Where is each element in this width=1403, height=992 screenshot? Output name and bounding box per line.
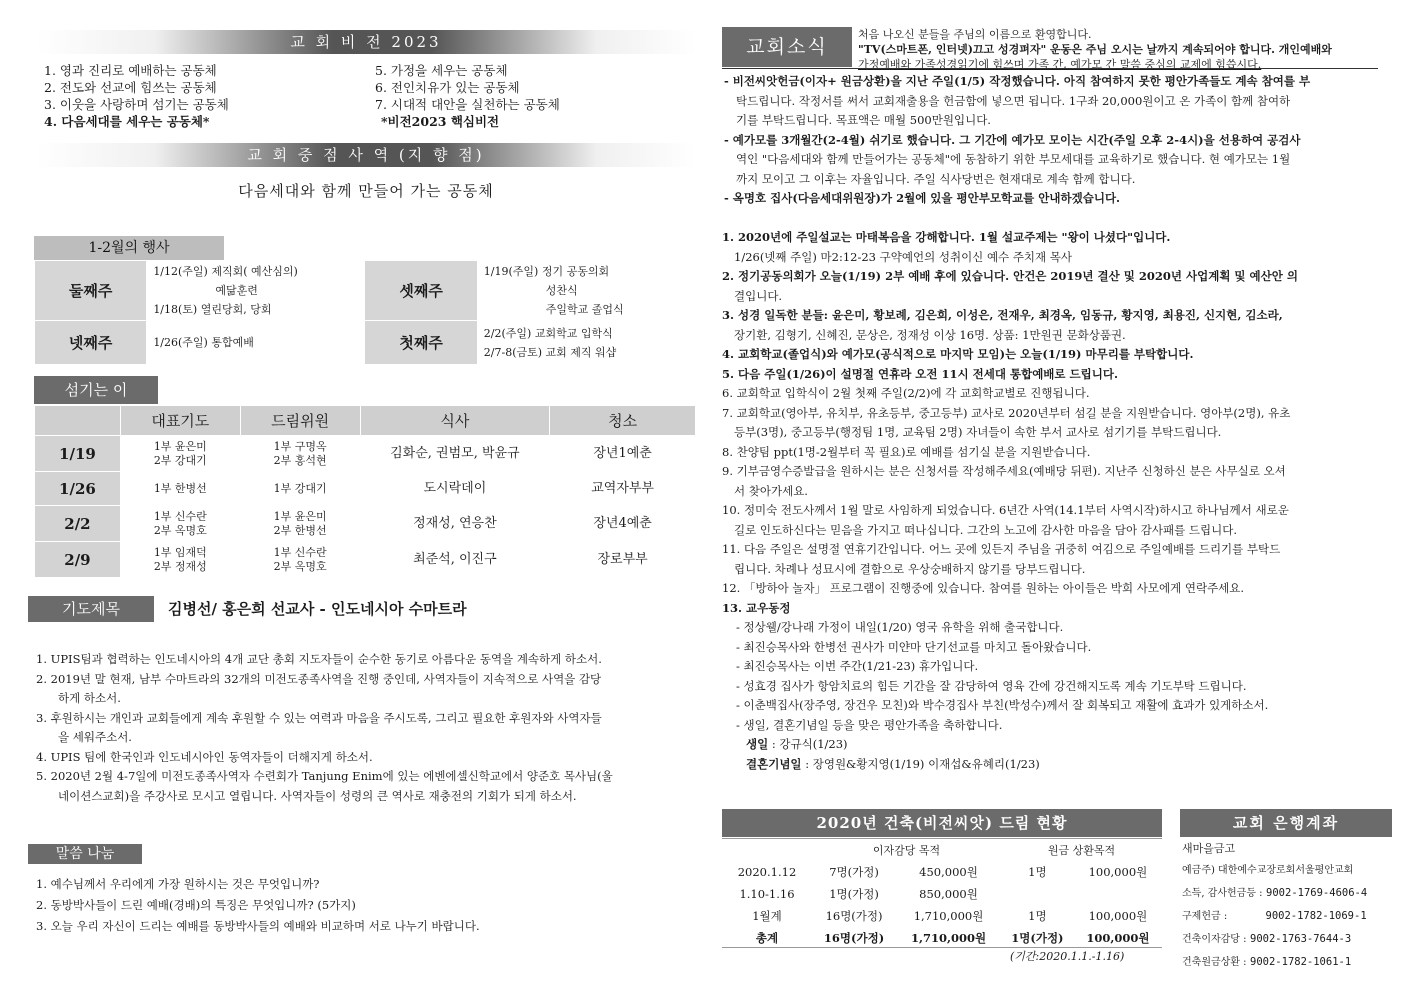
- news-item: 13. 교우동정: [722, 600, 791, 615]
- row-date: 2/9: [35, 542, 121, 578]
- prayer-name: 1부 신수란: [153, 509, 207, 523]
- offering-cell: [240, 472, 360, 506]
- col-header: 대표기도: [120, 406, 240, 436]
- member-item: - 최진승목사는 이번 주간(1/21-23) 휴가입니다.: [736, 659, 979, 673]
- prayer-cell: [120, 472, 240, 506]
- bank-account: [1182, 951, 1394, 974]
- table-row: [722, 927, 1162, 949]
- meal-cell: 도시락데이: [360, 472, 550, 506]
- prayer-tab: 기도제목: [28, 596, 154, 622]
- anniversary-label: 결혼기념일: [746, 756, 802, 771]
- servers-table: [34, 405, 696, 578]
- prayer-cell: [120, 542, 240, 578]
- offering-name: 2부 한병선: [273, 523, 327, 537]
- prayer-item: 하게 하소서.: [58, 691, 121, 705]
- news-item: 10. 정미숙 전도사께서 1월 말로 사임하게 되었습니다. 6년간 사역(14.1부터 사역시작)하시고 하나님께서 새로운: [722, 503, 1289, 517]
- bank-name: 새마을금고: [1182, 842, 1236, 855]
- event-cell: [147, 321, 365, 365]
- clean-cell: 장년4예춘: [550, 506, 696, 542]
- news-item: 기를 부탁드립니다. 목표액은 매월 500만원입니다.: [736, 113, 991, 127]
- drum-cell: 16명(가정): [825, 909, 883, 923]
- drum-cell: 16명(가정): [823, 931, 885, 945]
- news-item: 4. 교회학교(졸업식)와 예가모(공식적으로 마지막 모임)는 오늘(1/19) 마무리를 부탁합니다.: [722, 347, 1194, 361]
- news-item: 2. 정기공동의회가 오늘(1/19) 2부 예배 후에 있습니다. 안건은 2019년 결산 및 2020년 사업계획 및 예산안 의: [722, 269, 1298, 283]
- prayer-name: 1부 윤은미: [153, 439, 207, 453]
- event-cell: [477, 321, 695, 365]
- bank-account: [1182, 928, 1394, 951]
- prayer-name: 2부 정재성: [153, 559, 207, 573]
- prayer-cell: [120, 436, 240, 472]
- news-item: 1/26(넷째 주일) 마2:12-23 구약예언의 성취이신 예수 주치재 목사: [734, 249, 1073, 264]
- prayer-item: 5. 2020년 2월 4-7일에 미전도종족사역자 수련회가 Tanjung Enim에 있는 에벤에셀신학교에서 양준호 목사님(울: [36, 769, 613, 783]
- events-table: [34, 260, 696, 365]
- prayer-name: 1부 한병선: [153, 481, 207, 495]
- account-number: 9002-1782-1069-1: [1265, 910, 1367, 922]
- prayer-cell: [120, 506, 240, 542]
- news-item: 립니다. 차례나 성묘시에 결함으로 우상숭배하지 않기를 당부드립니다.: [734, 561, 1086, 576]
- drum-table: [722, 839, 1162, 949]
- bank-panel: [1182, 838, 1394, 974]
- prayer-item: 을 세워주소서.: [58, 730, 132, 744]
- drum-cell: [1001, 883, 1074, 905]
- news-item: 역인 "다음세대와 함께 만들어가는 공동체"에 동참하기 위한 부모세대를 교육하기로 했습니다. 현 예가모는 1월: [736, 152, 1291, 166]
- offering-name: 1부 강대기: [273, 481, 327, 495]
- account-number: 9002-1769-4606-4: [1266, 887, 1368, 899]
- drum-cell: 1,710,000원: [913, 909, 984, 923]
- offering-cell: [240, 436, 360, 472]
- news-item: 6. 교회학교 입학식이 2월 첫째 주일(2/2)에 각 교회학교별로 진행됩니다.: [722, 386, 1090, 400]
- news-intro-line: 처음 나오신 분들을 주님의 이름으로 환영합니다.: [858, 28, 1092, 41]
- header-blank: [35, 406, 121, 436]
- news-intro: [858, 27, 1378, 72]
- table-row: [35, 436, 696, 472]
- drum-col-interest: 이자감당 목적: [872, 844, 941, 857]
- news-item: 1. 2020년에 주일설교는 마태복음을 강해합니다. 1월 설교주제는 "왕이 나셨다"입니다.: [722, 230, 1171, 244]
- event-week: 둘째주: [35, 261, 147, 321]
- event-item: 예닮훈련: [215, 284, 258, 297]
- news-item: 8. 찬양팀 ppt(1명-2월부터 꼭 필요)로 예배를 섬기실 분을 지원받습니다.: [722, 444, 1091, 459]
- word-tab: 말씀 나눔: [28, 844, 142, 864]
- offering-name: 1부 윤은미: [273, 509, 327, 523]
- event-week: 넷째주: [35, 321, 147, 365]
- drum-cell: 450,000원: [919, 865, 978, 879]
- drum-date: 1월계: [752, 909, 782, 923]
- news-item: 7. 교회학교(영아부, 유치부, 유초등부, 중고등부) 교사로 2020년부터 섬길 분을 지원받습니다. 영아부(2명), 유초: [722, 405, 1291, 420]
- drum-cell: 100,000원: [1086, 931, 1150, 945]
- meal-cell: 김화순, 권범모, 박윤규: [360, 436, 550, 472]
- word-item: 3. 오늘 우리 자신이 드리는 예배를 동방박사들의 예배와 비교하며 서로 나누기 바랍니다.: [36, 919, 480, 933]
- member-item: - 이춘백집사(장주영, 장건우 모친)와 박수경집사 부친(박성수)께서 잘 회복되고 재활에 효과가 있게하소서.: [736, 698, 1269, 712]
- bank-holder: 예금주) 대한예수교장로회서울평안교회: [1182, 865, 1354, 876]
- event-week: 첫째주: [365, 321, 477, 365]
- event-item: 2/2(주일) 교회학교 입학식: [483, 326, 613, 340]
- news-item: 길로 인도하신다는 믿음을 가지고 떠나십니다. 그간의 노고에 감사한 마음을 담아 감사패를 드립니다.: [734, 522, 1237, 537]
- table-row: [722, 861, 1162, 883]
- event-item: 1/12(주일) 제직회( 예산심의): [153, 265, 298, 278]
- news-item: - 옥명호 집사(다음세대위원장)가 2월에 있을 평안부모학교를 안내하겠습니다.: [724, 191, 1121, 205]
- table-row: [722, 883, 1162, 905]
- col-header: 식사: [360, 406, 550, 436]
- account-label: 건축이자감당 :: [1182, 934, 1247, 945]
- word-list: [36, 874, 700, 937]
- offering-name: 1부 신수란: [273, 545, 327, 559]
- news-item: - 예가모를 3개월간(2-4월) 쉬기로 했습니다. 그 기간에 예가모 모이는 시간(주일 오후 2-4시)을 선용하여 공검사: [724, 132, 1301, 147]
- news-item: 까지 모이고 그 이후는 자율입니다. 주일 식사당번은 현재대로 계속 함께 합니다.: [736, 171, 1136, 186]
- prayer-item: 3. 후원하시는 개인과 교회들에게 계속 후원할 수 있는 여력과 마음을 주시도록, 그리고 필요한 후원자와 사역자들: [36, 710, 602, 725]
- word-item: 2. 동방박사들이 드린 예배(경배)의 특징은 무엇입니까? (5가지): [36, 898, 356, 912]
- news-item: 탁드립니다. 작정서를 써서 교회재출용을 헌금함에 넣으면 됩니다. 1구좌 20,000원이고 온 가족이 함께 참여하: [736, 93, 1291, 108]
- offering-cell: [240, 542, 360, 578]
- anniversary-value: : 장영원&황지영(1/19) 이재섭&유혜리(1/23): [805, 756, 1040, 771]
- news-intro-line: "TV(스마트폰, 인터넷)끄고 성경펴자" 운동은 주님 오시는 날까지 계속되어야 합니다. 개인예배와: [858, 43, 1332, 56]
- vision-item: 3. 이웃을 사랑하며 섬기는 공동체: [44, 97, 229, 112]
- news-item: 장기환, 김형기, 신혜진, 문상은, 정재성 이상 16명. 상품: 1만원권 문화상품권.: [734, 327, 1126, 342]
- prayer-item: 네이션스교회)을 주강사로 모시고 열립니다. 사역자들이 성령의 큰 역사로 재충전의 기회가 되게 하소서.: [58, 788, 577, 803]
- bank-title: 교회 은행계좌: [1180, 809, 1392, 837]
- event-item: 2/7-8(금토) 교회 제직 워샵: [483, 345, 617, 359]
- anniversary-line: [736, 755, 1386, 775]
- news-item: 5. 다음 주일(1/26)이 설명절 연휴라 오전 11시 전세대 통합예배로 드립니다.: [722, 366, 1118, 381]
- clean-cell: 교역자부부: [550, 472, 696, 506]
- table-row: [35, 472, 696, 506]
- news-divider: [722, 68, 1378, 69]
- prayer-item: 4. UPIS 팀에 한국인과 인도네시아인 동역자들이 더해지게 하소서.: [36, 749, 373, 764]
- account-number: 9002-1782-1061-1: [1250, 956, 1352, 968]
- table-row: [35, 506, 696, 542]
- row-date: 1/26: [35, 472, 121, 506]
- account-number: 9002-1763-7644-3: [1250, 933, 1352, 945]
- drum-header-row: [722, 839, 1162, 861]
- event-item: 1/18(토) 열린당회, 당회: [153, 303, 272, 316]
- member-item: - 성효경 집사가 항암치료의 힘든 기간을 잘 감당하여 영육 간에 강건해지도록 계속 기도부탁 드립니다.: [736, 678, 1247, 693]
- vision-item: 5. 가정을 세우는 공동체: [375, 63, 508, 78]
- vision-left-list: [44, 62, 364, 130]
- news-item: 3. 성경 일독한 분들: 윤은미, 황보례, 김은희, 이성은, 전재우, 최경옥, 임동규, 황지영, 최용진, 신지현, 김소라,: [722, 308, 1283, 322]
- news-item: - 비전씨앗헌금(이자+ 원금상환)을 지난 주일(1/5) 작정했습니다. 아직 참여하지 못한 평안가족들도 계속 참여를 부: [724, 74, 1311, 88]
- birthday-line: [736, 735, 1386, 755]
- birthday-value: : 강규식(1/23): [771, 737, 848, 751]
- drum-date: 총계: [755, 931, 779, 945]
- col-header: 드림위원: [240, 406, 360, 436]
- table-header-row: [35, 406, 696, 436]
- drum-panel: [722, 838, 1162, 948]
- news-numbered-list: [722, 228, 1382, 618]
- table-row: [722, 905, 1162, 927]
- offering-name: 2부 홍석현: [273, 453, 327, 467]
- servers-title: 섬기는 이: [34, 376, 158, 404]
- drum-cell: 1명(가정): [1011, 931, 1064, 945]
- members-list: [736, 618, 1386, 774]
- member-item: - 생일, 결혼기념일 등을 맞은 평안가족을 축하합니다.: [736, 717, 1003, 732]
- drum-cell: 1명: [1028, 909, 1047, 923]
- bank-account: [1182, 905, 1394, 928]
- member-item: - 정상웰/강나래 가정이 내일(1/20) 영국 유학을 위해 출국합니다.: [736, 620, 1064, 634]
- col-header: 청소: [550, 406, 696, 436]
- prayer-name: 1부 임재덕: [153, 545, 207, 559]
- drum-period: (기간:2020.1.1.-1.16): [1010, 950, 1125, 963]
- prayer-item: 1. UPIS팀과 협력하는 인도네시아의 4개 교단 총회 지도자들이 순수한 동기로 아름다운 동역을 계속하게 하소서.: [36, 652, 602, 666]
- focus-title: 교 회 중 점 사 역 (지 향 점): [36, 143, 696, 167]
- drum-date: 1.10-1.16: [739, 887, 795, 901]
- news-item: 11. 다음 주일은 설명절 연휴기간입니다. 어느 곳에 있든지 주님을 귀중히 여김으로 주일예배를 드리기를 부탁드: [722, 542, 1281, 556]
- row-date: 1/19: [35, 436, 121, 472]
- meal-cell: 최준석, 이진구: [360, 542, 550, 578]
- member-item: - 최진승목사와 한병선 권사가 미얀마 단기선교를 마치고 돌아왔습니다.: [736, 639, 1092, 654]
- event-item: 주일학교 졸업식: [545, 303, 624, 316]
- drum-cell: [1074, 883, 1162, 905]
- word-item: 1. 예수님께서 우리에게 가장 원하시는 것은 무엇입니까?: [36, 877, 320, 891]
- table-row: [35, 321, 696, 365]
- vision-item: 6. 전인치유가 있는 공동체: [375, 80, 520, 95]
- drum-cell: 1,710,000원: [910, 931, 987, 945]
- vision-item: 1. 영과 진리로 예배하는 공동체: [44, 63, 217, 78]
- vision-core-note: *비전2023 핵심비전: [381, 114, 500, 129]
- table-row: [35, 261, 696, 321]
- event-item: 성찬식: [545, 284, 578, 297]
- event-week: 셋째주: [365, 261, 477, 321]
- table-row: [35, 542, 696, 578]
- news-dash-list: [724, 72, 1380, 209]
- meal-cell: 정재성, 연응찬: [360, 506, 550, 542]
- drum-cell: 7명(가정): [829, 865, 879, 879]
- prayer-item: 2. 2019년 말 현재, 남부 수마트라의 32개의 미전도종족사역을 진행 중인데, 사역자들이 지속적으로 사역을 감당: [36, 671, 602, 686]
- drum-date: 2020.1.12: [737, 865, 797, 879]
- prayer-name: 2부 강대기: [153, 453, 207, 467]
- drum-header-blank: [722, 839, 812, 861]
- offering-cell: [240, 506, 360, 542]
- prayer-name: 2부 옥명호: [153, 523, 207, 537]
- bank-account: [1182, 882, 1394, 905]
- clean-cell: 장로부부: [550, 542, 696, 578]
- vision-item: 7. 시대적 대안을 실천하는 공동체: [375, 97, 560, 112]
- drum-cell: 850,000원: [919, 887, 978, 901]
- news-item: 결입니다.: [734, 288, 783, 303]
- vision-title: 교 회 비 전 2023: [36, 30, 696, 54]
- drum-cell: 100,000원: [1088, 865, 1148, 879]
- drum-col-principal: 원금 상환목적: [1047, 844, 1116, 857]
- drum-cell: 100,000원: [1088, 909, 1148, 923]
- drum-cell: 1명: [1028, 865, 1047, 879]
- vision-right-list: [375, 62, 695, 130]
- vision-item: 4. 다음세대를 세우는 공동체*: [44, 114, 210, 129]
- event-cell: [477, 261, 695, 321]
- event-cell: [147, 261, 365, 321]
- row-date: 2/2: [35, 506, 121, 542]
- account-label: 구제헌금 :: [1182, 911, 1228, 922]
- offering-name: 2부 옥명호: [273, 559, 327, 573]
- news-item: 12. 「방하아 놀자」 프로그램이 진행중에 있습니다. 참여를 원하는 아이들은 박희 사모에게 연락주세요.: [722, 581, 1245, 595]
- news-item: 등부(3명), 중고등부(행정팀 1명, 교육팀 2명) 자녀들이 속한 부서 교사로 섬기기를 부탁드립니다.: [734, 425, 1222, 439]
- focus-subtitle: 다음세대와 함께 만들어 가는 공동체: [238, 182, 494, 200]
- event-item: 1/26(주일) 통합예배: [153, 336, 254, 349]
- prayer-heading: 김병선/ 홍은희 선교사 - 인도네시아 수마트라: [168, 600, 467, 618]
- account-label: 건축원금상환 :: [1182, 957, 1247, 968]
- news-item: 서 찾아가세요.: [734, 483, 808, 498]
- drum-cell: 1명(가정): [829, 887, 879, 901]
- news-item: 9. 기부금영수증발급을 원하시는 분은 신청서를 작성해주세요(예배당 뒤편). 지난주 신청하신 분은 사무실로 오셔: [722, 464, 1286, 478]
- news-intro-line: 가정예배와 가족성경읽기에 힘쓰며 가족 간, 예가모 간 말씀 중심의 교제에 힘씁시다.: [858, 58, 1262, 71]
- prayer-list: [36, 650, 700, 806]
- account-label: 소득, 감사헌금등 :: [1182, 888, 1263, 899]
- clean-cell: 장년1예춘: [550, 436, 696, 472]
- birthday-label: 생일: [746, 737, 769, 751]
- events-title: 1-2월의 행사: [34, 236, 224, 260]
- offering-name: 1부 구명옥: [273, 439, 327, 453]
- drum-title: 2020년 건축(비전씨앗) 드림 현황: [722, 809, 1162, 837]
- news-tab: 교회소식: [722, 27, 852, 67]
- vision-item: 2. 전도와 선교에 힘쓰는 공동체: [44, 80, 217, 95]
- event-item: 1/19(주일) 정기 공동의회: [483, 265, 610, 278]
